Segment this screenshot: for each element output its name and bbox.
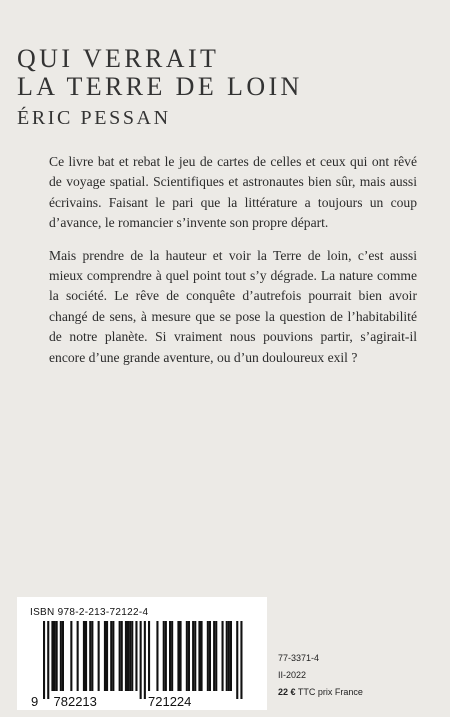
title-line-2: LA TERRE DE LOIN <box>17 72 303 101</box>
barcode-bar <box>119 621 121 691</box>
barcode-bar <box>62 621 64 691</box>
barcode-bar <box>140 621 142 699</box>
barcode-bar <box>121 621 123 691</box>
barcode-bar <box>56 621 58 691</box>
barcode-bar <box>201 621 203 691</box>
barcode-bar <box>169 621 171 691</box>
edition-date: II-2022 <box>278 670 307 680</box>
barcode-bar <box>188 621 190 691</box>
barcode-bar <box>60 621 62 691</box>
barcode-bar <box>186 621 188 691</box>
barcode-bar <box>144 621 146 699</box>
book-title <box>17 45 303 101</box>
barcode-bar <box>192 621 194 691</box>
barcode-bar <box>156 621 158 691</box>
barcode-bar <box>226 621 228 691</box>
blurb-paragraph-1: Ce livre bat et rebat le jeu de cartes de celles et ceux qui ont rêvé de voyage spatial. Scientifiques et astronautes bien sûr, mais aussi écrivains. Faisant le pari que la littérature a toujours un coup d’avance, le romancier s’invente son propre départ. <box>49 154 417 231</box>
barcode-bar <box>165 621 167 691</box>
barcode-bar <box>207 621 209 691</box>
barcode-bar <box>91 621 93 691</box>
barcode-bar <box>98 621 100 691</box>
barcode-bar <box>106 621 108 691</box>
barcode-bar <box>171 621 173 691</box>
barcode-bar <box>127 621 129 691</box>
barcode-bar <box>85 621 87 691</box>
barcode-bar <box>194 621 196 691</box>
barcode-bar <box>222 621 224 691</box>
barcode-bar <box>180 621 182 691</box>
barcode-image <box>27 621 259 707</box>
barcode-bar <box>236 621 238 699</box>
barcode-bar <box>77 621 79 691</box>
isbn-label: ISBN 978-2-213-72122-4 <box>30 607 149 618</box>
barcode-bar <box>129 621 131 691</box>
barcode-digits: 782213 <box>53 694 97 707</box>
barcode-bar <box>230 621 232 691</box>
author-name: ÉRIC PESSAN <box>17 107 171 129</box>
barcode-bar <box>131 621 133 691</box>
barcode-bar <box>148 621 150 691</box>
barcode-bar <box>240 621 242 699</box>
blurb-paragraph-2: Mais prendre de la hauteur et voir la Terre de loin, c’est aussi mieux comprendre à quel point tout s’y dégrade. La nature comme la société. Le rêve de conquête d’autrefois pourrait bien avoir changé de sens, à mesure que se pose la question de l’habitabilité de notre planète. Si vraiment nous pouvions partir, s’agirait-il encore d’une grande aventure, ou d’un douloureux exil ? <box>49 247 417 365</box>
barcode-bar <box>51 621 53 691</box>
barcode-bar <box>177 621 179 691</box>
barcode-bar <box>163 621 165 691</box>
barcode-bar <box>110 621 112 691</box>
barcode-bar <box>104 621 106 691</box>
barcode-bar <box>89 621 91 691</box>
title-line-1: QUI VERRAIT <box>17 44 220 73</box>
barcode-bar <box>198 621 200 691</box>
barcode-bar <box>70 621 72 691</box>
barcode-bar <box>43 621 45 699</box>
barcode-bar <box>112 621 114 691</box>
catalog-code: 77-3371-4 <box>278 653 320 663</box>
barcode-bar <box>215 621 217 691</box>
back-cover-blurb <box>49 152 417 380</box>
barcode-digits: 9 <box>31 694 39 707</box>
barcode-bar <box>83 621 85 691</box>
barcode-bar <box>228 621 230 691</box>
barcode-bar <box>209 621 211 691</box>
barcode-bar <box>125 621 127 691</box>
barcode-bar <box>135 621 137 691</box>
publication-meta <box>278 650 363 701</box>
price-value: 22 € <box>278 687 296 697</box>
barcode-panel <box>17 597 267 710</box>
barcode-bar <box>47 621 49 699</box>
barcode-digits: 721224 <box>148 694 192 707</box>
barcode-bar <box>54 621 56 691</box>
price-line <box>278 684 363 701</box>
price-note: TTC prix France <box>297 687 363 697</box>
barcode-bar <box>213 621 215 691</box>
